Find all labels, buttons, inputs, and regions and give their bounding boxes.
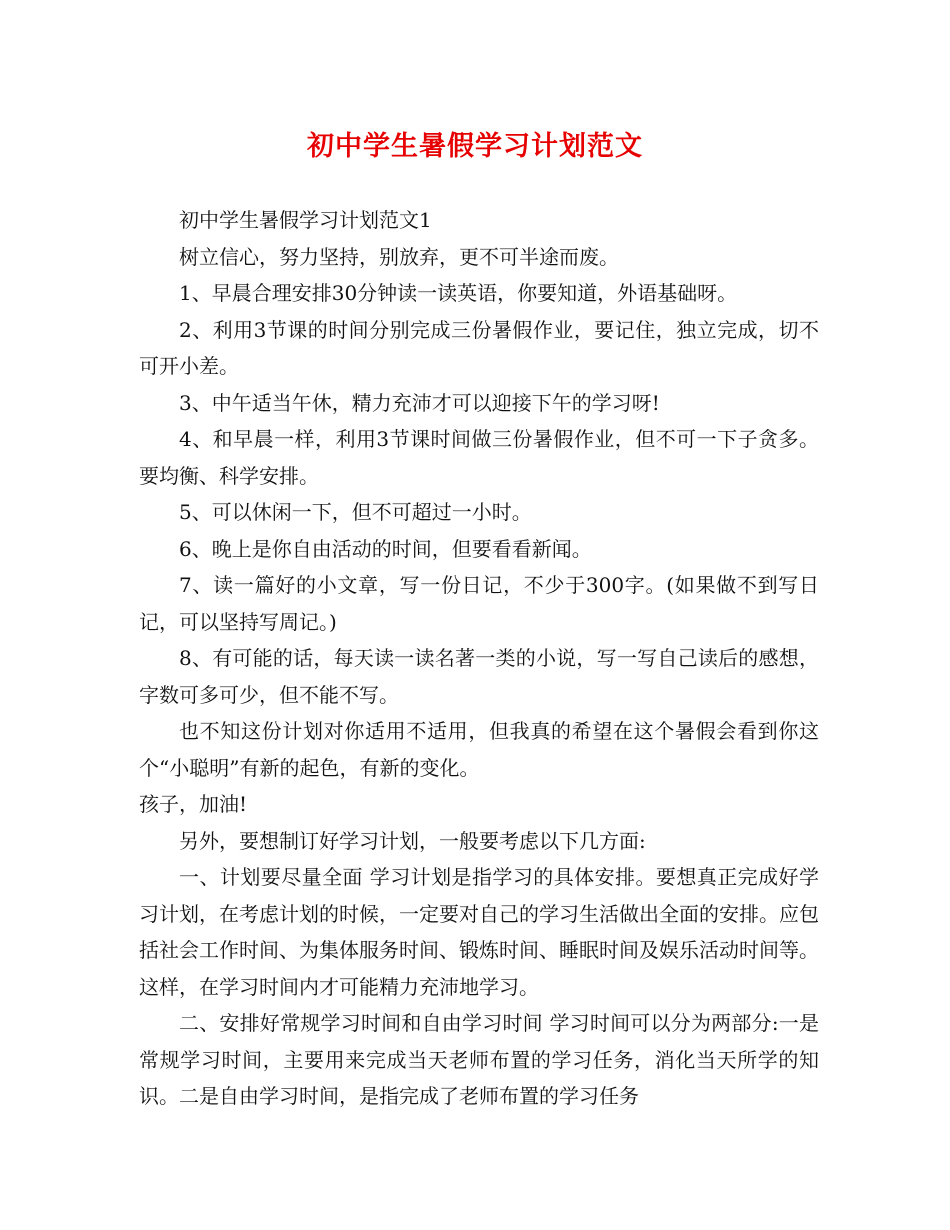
paragraph: 2、利用3节课的时间分别完成三份暑假作业，要记住，独立完成，切不可开小差。	[139, 317, 819, 378]
paragraph: 另外，要想制订好学习计划，一般要考虑以下几方面:	[179, 828, 646, 853]
paragraph: 初中学生暑假学习计划范文1	[179, 208, 432, 232]
paragraph: 1、早晨合理安排30分钟读一读英语，你要知道，外语基础呀。	[179, 281, 738, 305]
paragraph: 7、读一篇好的小文章，写一份日记，不少于300字。(如果做不到写日记，可以坚持写周记。)	[139, 573, 819, 634]
paragraph: 4、和早晨一样，利用3节课时间做三份暑假作业，但不可一下子贪多。要均衡、科学安排。	[139, 427, 819, 488]
paragraph: 8、有可能的话，每天读一读名著一类的小说，写一写自己读后的感想，字数可多可少，但不能不写。	[139, 646, 819, 707]
document-title: 初中学生暑假学习计划范文	[307, 131, 643, 162]
document-body	[139, 202, 819, 1115]
paragraph: 树立信心，努力坚持，别放弃，更不可半途而废。	[179, 244, 619, 269]
paragraph: 5、可以休闲一下，但不可超过一小时。	[179, 500, 532, 524]
paragraph: 一、计划要尽量全面 学习计划是指学习的具体安排。要想真正完成好学习计划，在考虑计划的时候，一定要对自己的学习生活做出全面的安排。应包括社会工作时间、为集体服务时间、锻炼时间、睡眠时间及娱乐活动时间等。这样，在学习时间内才可能精力充沛地学习。	[139, 865, 819, 999]
paragraph: 孩子，加油!	[139, 792, 248, 816]
paragraph: 3、中午适当午休，精力充沛才可以迎接下午的学习呀!	[179, 390, 660, 415]
paragraph: 6、晚上是你自由活动的时间，但要看看新闻。	[179, 536, 592, 561]
paragraph: 二、安排好常规学习时间和自由学习时间 学习时间可以分为两部分:一是常规学习时间，主要用来完成当天老师布置的学习任务，消化当天所学的知识。二是自由学习时间，是指完成了老师布置的学习任务	[139, 1011, 819, 1108]
paragraph: 也不知这份计划对你适用不适用，但我真的希望在这个暑假会看到你这个“小聪明”有新的起色，有新的变化。	[139, 719, 819, 780]
